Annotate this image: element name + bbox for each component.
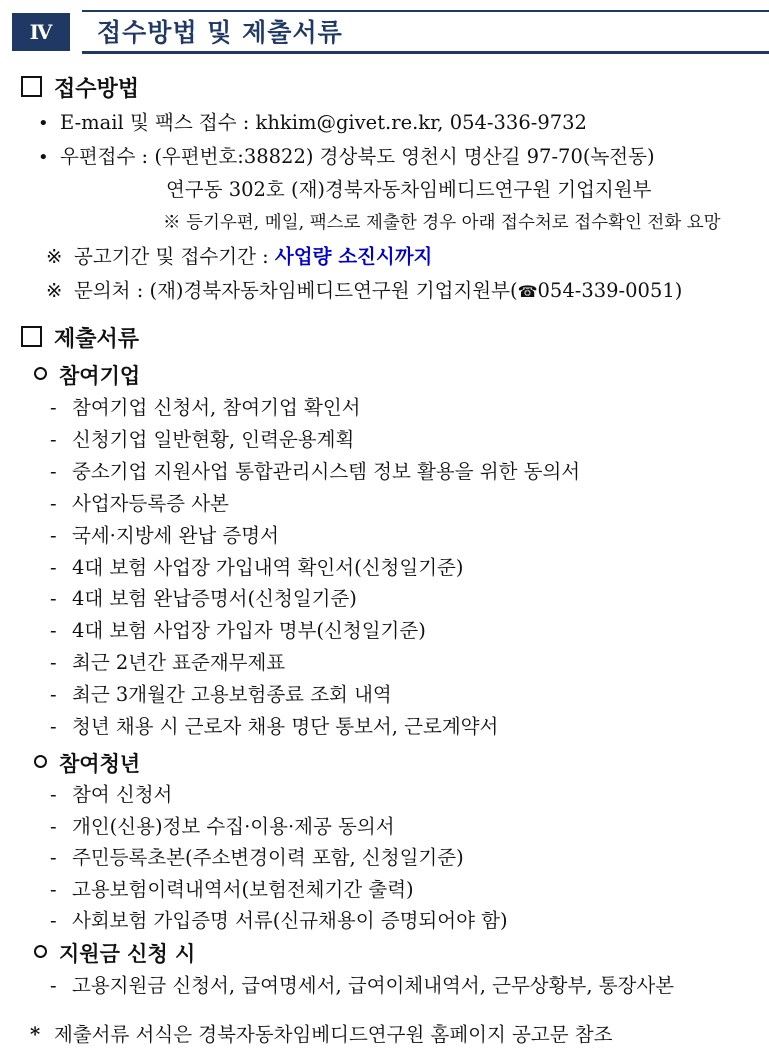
section-number: Ⅳ: [29, 20, 53, 44]
post-note: ※ 등기우편, 메일, 팩스로 제출한 경우 아래 접수처로 접수확인 전화 요망: [163, 213, 721, 233]
list-item: [50, 683, 392, 707]
dash-bullet: -: [50, 523, 57, 547]
dash-bullet: -: [50, 427, 57, 451]
dot-bullet-icon: •: [38, 113, 49, 134]
post-line-2: 연구동 302호 (재)경북자동차임베디드연구원 기업지원부: [166, 178, 652, 201]
dash-bullet: -: [50, 783, 57, 806]
note-mark: ※: [46, 245, 63, 268]
header-top-rule: [82, 10, 769, 12]
list-item: [50, 815, 395, 839]
youth-subsection-title: 참여청년: [34, 752, 140, 776]
dash-bullet: -: [50, 846, 57, 869]
list-item: [50, 878, 414, 902]
square-bullet-icon: [21, 76, 42, 97]
list-item-text: 국세·지방세 완납 증명서: [72, 523, 279, 547]
telephone-icon: ☎: [517, 282, 538, 301]
dash-bullet: -: [50, 715, 57, 738]
list-item: [50, 556, 463, 580]
list-item-text: 사업자등록증 사본: [72, 491, 229, 515]
dash-bullet: -: [50, 555, 57, 579]
list-item: [50, 651, 285, 675]
grant-subsection-title: 지원금 신청 시: [34, 942, 195, 966]
period-value: 사업량 소진시까지: [274, 245, 433, 268]
list-item: [50, 396, 361, 420]
list-item: [50, 783, 172, 807]
dash-bullet: -: [50, 683, 57, 707]
list-item: [50, 492, 229, 516]
list-item: [50, 846, 464, 870]
header-bottom-rule: [82, 51, 769, 54]
circle-bullet-icon: [34, 755, 47, 768]
dash-bullet: -: [50, 814, 57, 838]
dash-bullet: -: [50, 909, 57, 932]
dot-bullet-icon: •: [38, 147, 49, 168]
list-item: [50, 524, 279, 548]
period-line: ※ 공고기간 및 접수기간 : 사업량 소진시까지: [46, 245, 433, 268]
footer-note: * 제출서류 서식은 경북자동차임베디드연구원 홈페이지 공고문 참조: [30, 1023, 613, 1046]
list-item: [50, 619, 426, 643]
dash-bullet: -: [50, 651, 57, 675]
list-item: [50, 715, 498, 739]
list-item-text: 4대 보험 사업장 가입자 명부(신청일기준): [72, 619, 426, 643]
section-number-badge: [12, 13, 70, 51]
dash-bullet: -: [50, 587, 57, 611]
dash-bullet: -: [50, 491, 57, 515]
list-item-text: 주민등록초본(주소변경이력 포함, 신청일기준): [72, 846, 464, 869]
dash-bullet: -: [50, 877, 57, 901]
list-item: [50, 587, 357, 611]
circle-bullet-icon: [34, 367, 47, 380]
list-item-text: 참여 신청서: [72, 783, 173, 806]
list-item-text: 고용보험이력내역서(보험전체기간 출력): [72, 877, 414, 901]
list-item-text: 사회보험 가입증명 서류(신규채용이 증명되어야 함): [72, 909, 508, 932]
dash-bullet: -: [50, 459, 57, 483]
list-item-text: 청년 채용 시 근로자 채용 명단 통보서, 근로계약서: [72, 715, 499, 738]
list-item-text: 신청기업 일반현황, 인력운용계획: [72, 427, 355, 451]
circle-bullet-icon: [34, 945, 47, 958]
list-item: [50, 428, 354, 452]
documents-section-title: 제출서류: [21, 326, 139, 352]
list-item-text: 중소기업 지원사업 통합관리시스템 정보 활용을 위한 동의서: [72, 459, 581, 483]
email-fax-line: • E-mail 및 팩스 접수 : khkim@givet.re.kr, 054-336-9732: [38, 111, 587, 134]
note-mark: ※: [46, 279, 63, 302]
dash-bullet: -: [50, 396, 57, 419]
contact-line: ※ 문의처 : (재)경북자동차임베디드연구원 기업지원부(☎054-339-0051): [46, 279, 683, 302]
section-header: [4, 10, 765, 50]
list-item-text: 4대 보험 사업장 가입내역 확인서(신청일기준): [72, 555, 464, 579]
list-item: [50, 974, 674, 998]
square-bullet-icon: [21, 326, 42, 347]
dash-bullet: -: [50, 619, 57, 643]
list-item-text: 최근 3개월간 고용보험종료 조회 내역: [72, 683, 392, 707]
list-item: [50, 909, 508, 933]
page-title: 접수방법 및 제출서류: [97, 18, 343, 47]
list-item-text: 고용지원금 신청서, 급여명세서, 급여이체내역서, 근무상황부, 통장사본: [72, 974, 675, 997]
list-item-text: 4대 보험 완납증명서(신청일기준): [72, 587, 357, 611]
list-item: [50, 460, 580, 484]
list-item-text: 참여기업 신청서, 참여기업 확인서: [72, 396, 361, 419]
submission-section-title: 접수방법: [21, 76, 139, 102]
asterisk-mark: *: [30, 1023, 41, 1046]
dash-bullet: -: [50, 974, 57, 997]
post-line-1: • 우편접수 : (우편번호:38822) 경상북도 영천시 명산길 97-70(녹전동): [38, 145, 655, 168]
list-item-text: 최근 2년간 표준재무제표: [72, 651, 286, 675]
list-item-text: 개인(신용)정보 수집·이용·제공 동의서: [72, 814, 395, 838]
company-subsection-title: 참여기업: [34, 364, 140, 388]
